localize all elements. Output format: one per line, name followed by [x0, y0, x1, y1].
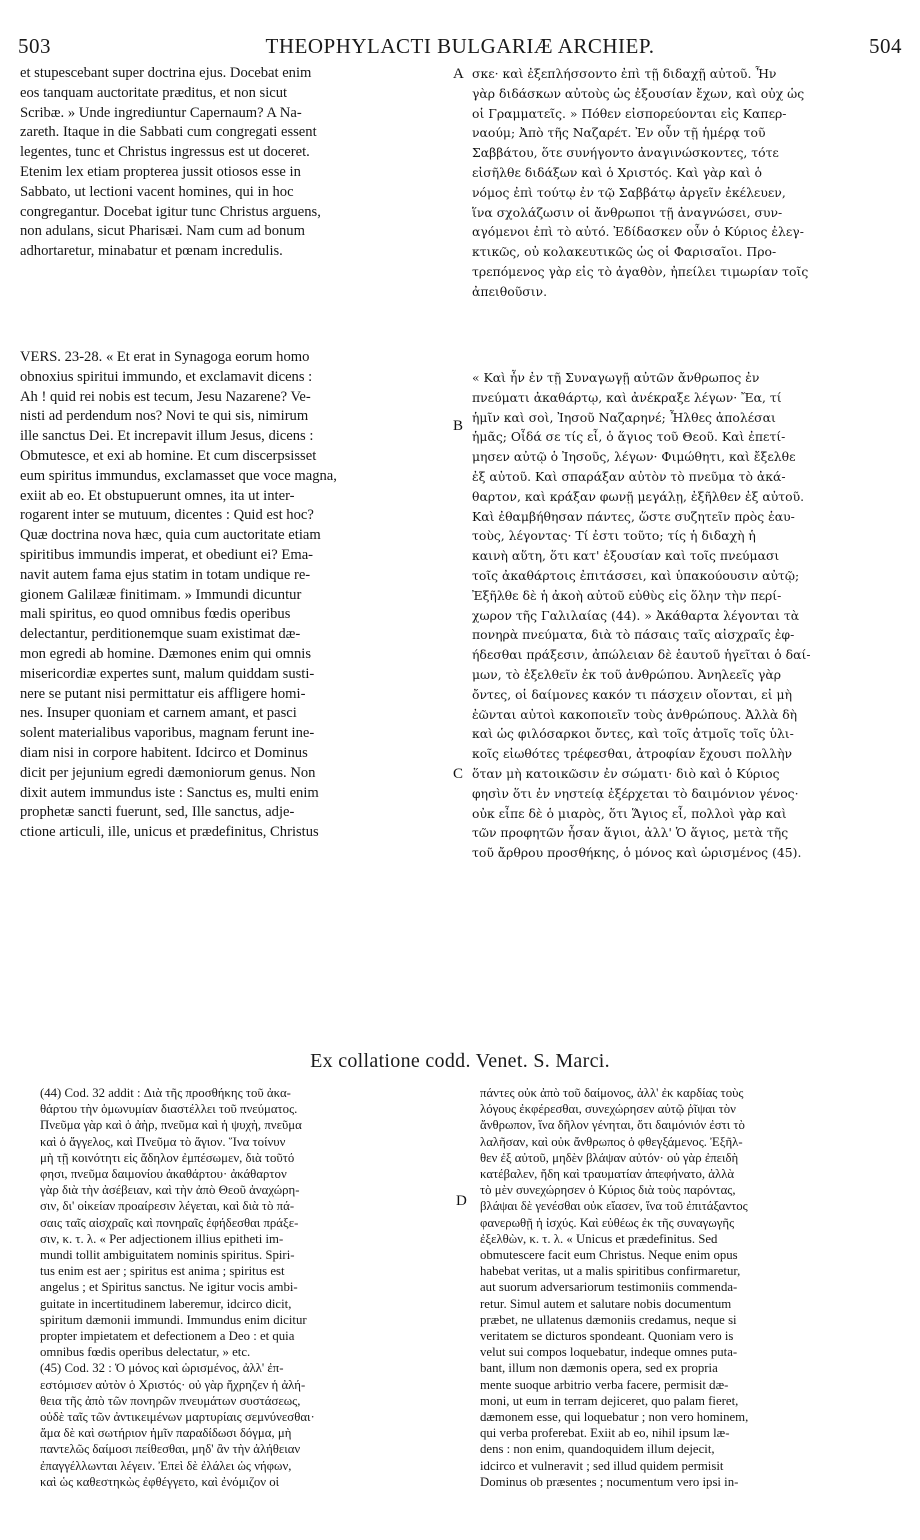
footnote-line: θεια τῆς ἀπὸ τῶν πονηρῶν πνευμάτων συστάσεως,	[40, 1393, 301, 1408]
text-line: Ah ! quid rei nobis est tecum, Jesu Nazarene? Ve-	[20, 388, 311, 405]
text-line: congregantur. Docebat igitur tunc Christus arguens,	[20, 203, 321, 220]
greek-column-verses	[472, 368, 904, 863]
text-line: mali spiritus, eo quod omnibus fœdis operibus	[20, 606, 291, 623]
text-line: Etenim lex etiam propterea jussit otiosos esse in	[20, 163, 301, 180]
text-line: Σαββάτου, ὅτε συνήγοντο ἀναγινώσκοντες, τότε	[472, 145, 779, 161]
footnote-line: ἄνθρωπον, ἵνα δῆλον γένηται, ὅτι δαιμόνιόν ἐστι τὸ	[480, 1118, 745, 1133]
footnote-line: τὸ μὲν συνεχώρησεν ὁ Κύριος διὰ τοὺς παρόντας,	[480, 1183, 736, 1198]
text-line: ctione articuli, ille, unicus et prædefinitus, Christus	[20, 824, 319, 841]
latin-column-verses	[20, 348, 450, 843]
margin-marker-d: D	[456, 1193, 467, 1209]
footnote-line: omnibus fœdis operibus delectatur, » etc.	[40, 1345, 251, 1360]
text-line: Obmutesce, et exi ab homine. Et cum discerpsisset	[20, 447, 317, 464]
text-line: τῶν προφητῶν ἦσαν ἅγιοι, ἀλλ' Ὁ ἅγιος, μετὰ τῆς	[472, 825, 789, 841]
footnote-line: Πνεῦμα γὰρ καὶ ὁ ἀὴρ, πνεῦμα καὶ ἡ ψυχὴ, πνεῦμα	[40, 1118, 302, 1133]
text-line: ille sanctus Dei. Et increpavit illum Jesus, dicens :	[20, 428, 314, 445]
text-line: « Καὶ ἦν ἐν τῇ Συναγωγῇ αὐτῶν ἄνθρωπος ἐν	[472, 370, 760, 385]
footnote-line: (44) Cod. 32 addit : Διὰ τῆς προσθήκης τοῦ ἀκα-	[40, 1086, 291, 1100]
footnote-line: qui verba proferebat. Exiit ab eo, nihil ipsum læ-	[480, 1426, 730, 1441]
text-line: Sabbato, ut lectioni vacent homines, qui in hoc	[20, 183, 294, 200]
text-line: ἡμᾶς; Οἶδά σε τίς εἶ, ὁ ἅγιος τοῦ Θεοῦ. Καὶ ἐπετί-	[472, 429, 786, 445]
text-line: τοὺς, λέγοντας· Τί ἐστι τοῦτο; τίς ἡ διδαχὴ ἡ	[472, 528, 756, 544]
text-line: nes. Insuper quoniam et carnem amant, et pasci	[20, 705, 297, 722]
footnote-line: μὴ τῇ κοινότητι εἰς ἄδηλον ἐμπέσωμεν, διὰ τοῦτό	[40, 1150, 295, 1165]
text-line: dixit autem immundus iste : Sanctus es, multi enim	[20, 784, 319, 801]
footnote-line: οὐδὲ ταῖς τῶν ἀντικειμένων μαρτυρίαις σεμνύνεσθαι·	[40, 1410, 315, 1425]
footnote-line: veritatem se dicturos spondeant. Quoniam vero is	[480, 1329, 734, 1344]
text-line: mon egredi ab homine. Dæmones enim qui omnis	[20, 645, 312, 662]
text-line: φησὶν ὅτι ἐν νηστείᾳ ἐξέρχεται τὸ δαιμόνιον γένος·	[472, 785, 799, 801]
text-line: navit autem fama ejus statim in totam undique re-	[20, 566, 311, 583]
text-line: κτικῶς, οὐ κολακευτικῶς ὡς οἱ Φαρισαῖοι. Προ-	[472, 244, 777, 260]
footnote-line: γὰρ διὰ τὴν ἀσέβειαν, καὶ τὴν ἀπὸ Θεοῦ ἀναχώρη-	[40, 1183, 300, 1198]
text-line: exiit ab eo. Et obstupuerunt omnes, ita ut inter-	[20, 487, 295, 504]
text-line: ὅταν μὴ κατοικῶσιν ἐν σώματι· διὸ καὶ ὁ Κύριος	[472, 765, 780, 781]
text-line: nisti ad perdendum nos? Novi te qui sis, nimirum	[20, 408, 309, 425]
footnote-line: σιν, κ. τ. λ. « Per adjectionem illius epitheti im-	[40, 1231, 284, 1246]
text-line: rogarent inter se mutuum, dicentes : Quid est hoc?	[20, 507, 314, 524]
text-line: delectantur, perditionemque suam existimat dæ-	[20, 626, 301, 643]
text-line: prophetæ sancti fuerunt, sed, Ille sanctus, adje-	[20, 804, 295, 821]
margin-marker-a: A	[453, 66, 464, 82]
margin-marker-c: C	[453, 766, 464, 782]
text-line: καινὴ αὕτη, ὅτι κατ' ἐξουσίαν καὶ τοῖς πνεύμασι	[472, 548, 780, 564]
text-line: νόμος ἐπὶ τούτῳ ἐν τῷ Σαββάτῳ ἀργεῖν ἐκέλευεν,	[472, 184, 786, 200]
footnote-line: retur. Simul autem et salutare nobis documentum	[480, 1296, 732, 1311]
footnotes-left	[40, 1085, 448, 1490]
footnote-line: mente suoque arbitrio verba facere, permisit dæ-	[480, 1377, 729, 1392]
footnote-line: θεν ἐξ αὐτοῦ, μηδὲν βλάψαν αὐτόν· οὐ γὰρ ἐπειδὴ	[480, 1150, 739, 1165]
footnote-line: præbet, ne ullatenus dæmoniis credamus, neque si	[480, 1312, 737, 1327]
text-line: diam nisi in corpore habitent. Idcirco et Dominus	[20, 744, 308, 761]
footnote-line: σιν, δι' οἰκείαν προαίρεσιν λέγεται, καὶ διὰ τὸ πά-	[40, 1199, 295, 1214]
footnote-line: θάρτου τὴν ὁμωνυμίαν διαστέλλει τοῦ πνεύματος.	[40, 1102, 298, 1117]
text-line: et stupescebant super doctrina ejus. Docebat enim	[20, 65, 312, 81]
text-line: ἵνα σχολάζωσιν οἱ ἄνθρωποι τῇ ἀναγνώσει, συν-	[472, 204, 783, 220]
text-line: Καὶ ἐθαμβήθησαν πάντες, ὥστε συζητεῖν πρὸς ἑαυ-	[472, 508, 795, 524]
footnote-line: obmutescere facit eum Christus. Neque enim opus	[480, 1248, 738, 1263]
footnote-line: εστόμισεν αὐτὸν ὁ Χριστός· οὐ γὰρ ἤχρηζεν ἡ ἀλή-	[40, 1377, 306, 1392]
footnote-line: dæmonem esse, qui loquebatur ; non vero hominem,	[480, 1410, 749, 1425]
text-line: αγόμενοι ἐπὶ τὸ αὐτό. Ἐδίδασκεν οὖν ὁ Κύριος ἐλεγ-	[472, 224, 804, 240]
text-line: adhortaretur, minabatur et pœnam incredulis.	[20, 243, 283, 260]
footnote-line: βλάψαι δὲ γενέσθαι οὐκ εἴασεν, ἵνα τοῦ ἐπιτάξαντος	[480, 1199, 748, 1214]
page-title: THEOPHYLACTI BULGARIÆ ARCHIEP.	[265, 34, 655, 58]
footnote-line: angelus ; et Spiritus sanctus. Ne igitur vocis ambi-	[40, 1280, 298, 1295]
text-line: θαρτον, καὶ κράξαν φωνῇ μεγάλῃ, ἐξῆλθεν ἐξ αὐτοῦ.	[472, 488, 805, 504]
footnotes-right	[480, 1085, 900, 1490]
footnote-line: propter impietatem et defectionem a Deo : et quia	[40, 1329, 295, 1344]
footnote-line: καὶ ὡς καθεστηκὼς ἐφθέγγετο, καὶ ἐνόμιζον οἱ	[40, 1474, 280, 1489]
footnote-line: habebat veritas, ut a malis spiritibus confirmaretur,	[480, 1264, 741, 1279]
footnote-line: κατέβαλεν, ἤδη καὶ τραυματίαν ἀπεφήνατο, ἀλλὰ	[480, 1167, 735, 1182]
text-line: Ἐξῆλθε δὲ ἡ ἀκοὴ αὐτοῦ εὐθὺς εἰς ὅλην τὴν περί-	[472, 587, 782, 603]
text-line: σκε· καὶ ἐξεπλήσσοντο ἐπὶ τῇ διδαχῇ αὐτοῦ. Ἦν	[472, 66, 777, 81]
footnote-line: πάντες οὐκ ἀπὸ τοῦ δαίμονος, ἀλλ' ἐκ καρδίας τοὺς	[480, 1086, 744, 1100]
text-line: gionem Galilææ finitimam. » Immundi dicuntur	[20, 586, 302, 603]
text-line: non adulans, sicut Pharisæi. Nam cum ad bonum	[20, 223, 305, 240]
text-line: nere se putant nisi permittatur eis affligere homi-	[20, 685, 306, 702]
text-line: ἐῶνται αὐτοὶ κακοποιεῖν τοὺς ἀνθρώπους. Ἀλλὰ δὴ	[472, 706, 798, 722]
footnote-line: moni, ut eum in terram dejiceret, quo palam fieret,	[480, 1393, 739, 1408]
text-line: legentes, tunc et Christus ingressus est ut doceret.	[20, 144, 310, 161]
section-title: Ex collatione codd. Venet. S. Marci.	[310, 1050, 610, 1072]
latin-column-intro	[20, 64, 450, 262]
text-line: ἡμῖν καὶ σοὶ, Ἰησοῦ Ναζαρηνέ; Ἦλθες ἀπολέσαι	[472, 409, 776, 425]
footnote-line: σαις ταῖς αἰσχραῖς καὶ πονηραῖς ἐφήδεσθαι πράξε-	[40, 1215, 299, 1230]
footnote-line: velut sui compos loquebatur, indeque omnes puta-	[480, 1345, 738, 1360]
footnote-line: Dominus ob præsentes ; nocumentum vero ipsi in-	[480, 1474, 739, 1489]
text-line: Scribæ. » Unde ingrediuntur Capernaum? A Na-	[20, 104, 302, 121]
text-line: οὐκ εἶπε δὲ ὁ μιαρὸς, ὅτι Ἅγιος εἶ, πολλοὶ γὰρ καὶ	[472, 805, 787, 821]
footnote-line: guitate in incertitudinem laberemur, idcirco dicit,	[40, 1296, 292, 1311]
text-line: misericordiæ expertes sunt, malum quiddam susti-	[20, 665, 315, 682]
text-line: τοῦ ἄρθρου προσθήκης, ὁ μόνος καὶ ὡρισμένος (45).	[472, 845, 802, 861]
text-line: eum spiritus immundus, exclamasset que voce magna,	[20, 467, 337, 484]
margin-marker-b: B	[453, 418, 464, 434]
text-line: χωρον τῆς Γαλιλαίας (44). » Ἀκάθαρτα λέγονται τὰ	[472, 607, 800, 623]
footnote-line: καὶ ὁ ἄγγελος, καὶ Πνεῦμα τὸ ἅγιον. Ἵνα τοίνυν	[40, 1134, 286, 1149]
footnote-line: λόγους ἐκφέρεσθαι, συνεχώρησεν αὐτῷ ῥῖψαι τὸν	[480, 1102, 736, 1117]
text-line: εἰσῆλθε διδάξων καὶ ὁ Χριστός. Καὶ γὰρ καὶ ὁ	[472, 164, 763, 180]
page-number-right: 504	[869, 34, 902, 58]
footnote-line: ἐπαγγέλλωνται λέγειν. Ἐπεὶ δὲ ἐλάλει ὡς νήφων,	[40, 1458, 292, 1473]
text-line: spiritibus immundis imperat, et obediunt ei? Ema-	[20, 546, 314, 563]
text-line: μησεν αὐτῷ ὁ Ἰησοῦς, λέγων· Φιμώθητι, καὶ ἔξελθε	[472, 449, 796, 465]
footnote-line: idcirco et vulneravit ; sed illud quidem permisit	[480, 1458, 724, 1473]
text-line: obnoxius spiritui immundo, et exclamavit dicens :	[20, 368, 313, 385]
greek-column-intro	[472, 64, 904, 302]
text-line: Quæ doctrina nova hæc, quia cum auctoritate etiam	[20, 527, 321, 544]
footnote-line: aut suorum adversariorum testimoniis commenda-	[480, 1280, 738, 1295]
text-line: κοῖς εἰωθότες τρέφεσθαι, ἀτροφίαν ἔχουσι πολλὴν	[472, 746, 793, 762]
footnote-line: φησι, πνεῦμα δαιμονίου ἀκαθάρτου· ἀκάθαρτον	[40, 1167, 287, 1182]
footnote-line: φανερωθῇ ἡ ἰσχύς. Καὶ εὐθέως ἐκ τῆς συναγωγῆς	[480, 1215, 735, 1230]
text-line: καὶ ὡς φιλόσαρκοι ὄντες, καὶ τοῖς ἀτμοῖς τοῖς ὑλι-	[472, 726, 794, 742]
footnote-line: mundi tollit ambiguitatem nominis spiritus. Spiri-	[40, 1248, 295, 1263]
text-line: μων, τὸ ἐξελθεῖν ἐκ τοῦ ἀνθρώπου. Ἀνηλεεῖς γὰρ	[472, 666, 782, 682]
text-line: dicit per jejunium egredi dæmoniorum genus. Non	[20, 764, 316, 781]
text-line: τοῖς ἀκαθάρτοις ἐπιτάσσει, καὶ ὑπακούουσιν αὐτῷ;	[472, 567, 800, 583]
footnote-line: λαλῆσαν, καὶ οὐκ ἄνθρωπος ὁ φθεγξάμενος. Ἐξῆλ-	[480, 1134, 743, 1149]
footnote-line: tus enim est aer ; spiritus est anima ; spiritus est	[40, 1264, 285, 1279]
text-line: πονηρὰ πνεύματα, διὰ τὸ πάσαις ταῖς αἰσχραῖς ἐφ-	[472, 627, 795, 643]
text-line: οἱ Γραμματεῖς. » Πόθεν εἰσπορεύονται εἰς Καπερ-	[472, 105, 787, 121]
footnote-line: ἅμα δὲ καὶ σωτήριον ἡμῖν παραδίδωσι δόγμα, μὴ	[40, 1426, 292, 1441]
text-line: ήδεσθαι πράξεσιν, ἀπώλειαν δὲ ἑαυτοῦ ἡγεῖται ὁ δαί-	[472, 647, 811, 663]
footnote-line: bant, illum non dæmonis opera, sed ex propria	[480, 1361, 718, 1376]
text-line: ἐξ αὐτοῦ. Καὶ σπαράξαν αὐτὸν τὸ πνεῦμα τὸ ἀκά-	[472, 468, 786, 484]
footnote-line: ἐξελθὼν, κ. τ. λ. « Unicus et prædefinitus. Sed	[480, 1231, 718, 1246]
text-line: ὄντες, οἱ δαίμονες κακόν τι πάσχειν οἴονται, εἰ μὴ	[472, 686, 792, 702]
text-line: solent materialibus vaporibus, magnam ferunt ine-	[20, 725, 315, 742]
text-line: zareth. Itaque in die Sabbati cum congregati essent	[20, 124, 317, 141]
footnote-line: dens : non enim, quandoquidem illum dejecit,	[480, 1442, 715, 1457]
footnote-line: spiritum dæmonii immundi. Immundus enim dicitur	[40, 1312, 307, 1327]
text-line: VERS. 23-28. « Et erat in Synagoga eorum homo	[20, 349, 310, 365]
running-head	[18, 34, 902, 60]
text-line: eos tanquam auctoritate præditus, et non sicut	[20, 84, 288, 101]
text-line: ναούμ; Ἀπὸ τῆς Ναζαρέτ. Ἐν οὖν τῇ ἡμέρᾳ τοῦ	[472, 125, 766, 141]
text-line: τρεπόμενος γὰρ εἰς τὸ ἀγαθὸν, ἠπείλει τιμωρίαν τοῖς	[472, 263, 809, 279]
text-line: γὰρ διδάσκων αὐτοὺς ὡς ἐξουσίαν ἔχων, καὶ οὐχ ὡς	[472, 85, 805, 101]
text-line: πνεύματι ἀκαθάρτῳ, καὶ ἀνέκραξε λέγων· Ἔα, τί	[472, 389, 782, 405]
page-number-left: 503	[18, 34, 51, 58]
text-line: ἀπειθοῦσιν.	[472, 283, 548, 299]
footnote-line: παντελῶς δαίμοσι πείθεσθαι, μηδ' ἂν τὴν ἀλήθειαν	[40, 1442, 301, 1457]
footnote-line: (45) Cod. 32 : Ὁ μόνος καὶ ὡρισμένος, ἀλλ' ἐπ-	[40, 1361, 284, 1376]
